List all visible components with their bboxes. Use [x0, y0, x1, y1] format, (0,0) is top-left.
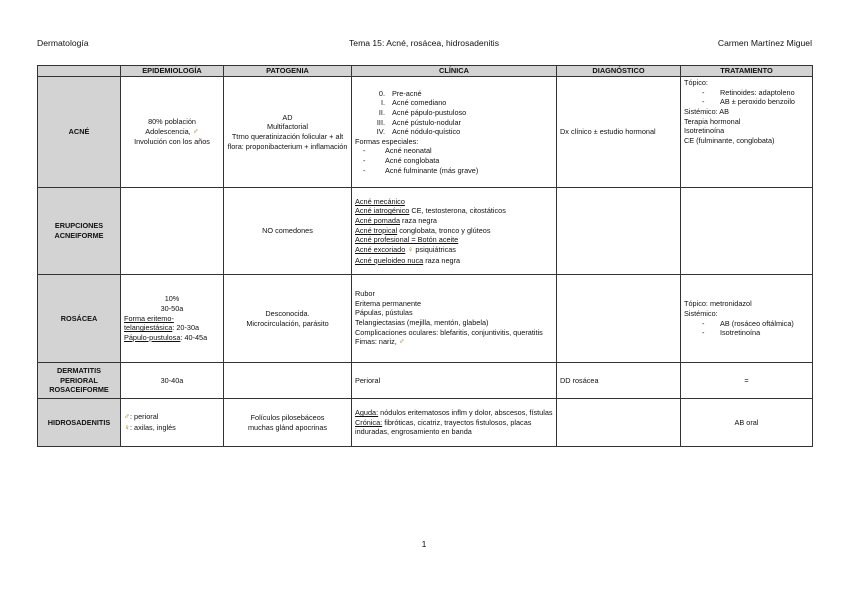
row-label-rosacea: ROSÁCEA	[38, 275, 121, 363]
row-label-erupciones: ERUPCIONES ACNEIFORME	[38, 188, 121, 275]
epi-line: Adolescencia, ♂	[145, 126, 199, 136]
tx-line: CE (fulminante, conglobata)	[684, 135, 775, 145]
pat-line: Desconocida.	[265, 308, 310, 318]
hidro-patogenia	[224, 399, 352, 447]
header-center: Tema 15: Acné, rosácea, hidrosadenitis	[349, 38, 499, 48]
tx-topico: Tópico:	[684, 78, 708, 87]
row-label-hidrosadenitis: HIDROSADENITIS	[38, 399, 121, 447]
col-header-patogenia: PATOGENIA	[224, 66, 352, 77]
male-icon: ♂	[192, 126, 199, 136]
pat-line: Microcirculación, parásito	[246, 318, 329, 328]
table-header-row	[38, 66, 813, 77]
row-label-dermatitis: DERMATITIS PERIORAL ROSACEIFORME	[38, 363, 121, 399]
list-item: Eritema permanente	[355, 298, 422, 308]
header-right: Carmen Martínez Miguel	[717, 38, 812, 48]
epi-line: 80% población	[148, 117, 196, 127]
list-item: Acné queloideo nuca raza negra	[355, 255, 461, 265]
hidro-clinica	[352, 399, 557, 447]
page-number: 1	[421, 539, 427, 549]
male-icon: ♂	[398, 337, 405, 347]
list-item: Acné iatrogénico CE, testosterona, citostáticos	[355, 206, 506, 216]
rosacea-epidemiologia	[121, 275, 224, 363]
erupciones-clinica	[352, 188, 557, 275]
list-item: - Acné neonatal	[363, 146, 432, 156]
female-icon: ♀	[407, 244, 414, 254]
header-left: Dermatología	[37, 38, 89, 48]
list-item: - AB ± peroxido benzoilo	[702, 97, 795, 107]
acne-epidemiologia	[121, 77, 224, 188]
tx-line: Isotretinoína	[684, 126, 725, 136]
list-item: - Acné conglobata	[363, 156, 440, 166]
dermatitis-epidemiologia: 30-40a	[121, 363, 224, 399]
list-item: Acné excoriado ♀ psiquiátricas	[355, 244, 456, 254]
hidro-diagnostico	[557, 399, 681, 447]
summary-table	[37, 65, 813, 447]
list-item: Acné pomada raza negra	[355, 216, 437, 226]
tx-topico: Tópico: metronidazol	[684, 299, 752, 309]
rosacea-clinica	[352, 275, 557, 363]
list-item: Acné profesional = Botón aceite	[355, 235, 459, 245]
rosacea-diagnostico	[557, 275, 681, 363]
formas-list	[355, 146, 553, 175]
hidro-aguda: Aguda: nódulos eritematosos inflm y dolor, abscesos, fístulas	[355, 408, 553, 418]
female-icon: ♀	[124, 422, 130, 432]
male-icon: ♂	[124, 411, 130, 421]
tx-sistemico: Sistémico:	[684, 308, 718, 318]
pat-line: muchas glánd apocrinas	[247, 422, 328, 432]
list-item: 0. Pre-acné	[378, 88, 422, 98]
acne-tratamiento	[681, 77, 813, 188]
row-label-acne: ACNÉ	[38, 77, 121, 188]
erupciones-diagnostico	[557, 188, 681, 275]
list-item: I. Acné comediano	[380, 98, 447, 108]
pat-line: Multifactorial	[267, 122, 308, 132]
list-item: - AB (rosáceo oftálmica)	[702, 318, 794, 328]
table-row	[38, 188, 813, 275]
tx-sistemico-list	[684, 319, 809, 338]
epi-forma-1: Forma eritemo-telangiestásica: 20-30a	[124, 313, 200, 333]
epi-line: 10%	[164, 294, 180, 304]
tx-line: Terapia hormonal	[684, 116, 741, 126]
epi-line: ♀: axilas, inglés	[124, 422, 176, 432]
hidro-tratamiento: AB oral	[681, 399, 813, 447]
col-header-diagnostico: DIAGNÓSTICO	[557, 66, 681, 77]
erupciones-epidemiologia	[121, 188, 224, 275]
col-header-clinica: CLÍNICA	[352, 66, 557, 77]
hidro-cronica: Crónica: fibróticas, cicatriz, trayectos fistulosos, placas induradas, engrosamiento en banda	[355, 417, 532, 437]
erupciones-patogenia: NO comedones	[224, 188, 352, 275]
col-header-tratamiento: TRATAMIENTO	[681, 66, 813, 77]
erupciones-tratamiento	[681, 188, 813, 275]
dermatitis-tratamiento: =	[681, 363, 813, 399]
epi-line: Involución con los años	[134, 137, 210, 147]
col-header-blank	[38, 66, 121, 77]
rosacea-tratamiento	[681, 275, 813, 363]
epi-forma-2: Pápulo-pustulosa: 40-45a	[124, 332, 208, 342]
table-row	[38, 275, 813, 363]
list-item: - Retinoides: adaptoleno	[702, 87, 795, 97]
list-item: - Acné fulminante (más grave)	[363, 165, 479, 175]
list-item: - Isotretinoína	[702, 328, 761, 338]
dermatitis-clinica: Perioral	[352, 363, 557, 399]
formas-label: Formas especiales:	[355, 136, 419, 146]
pat-line: Ttrno queratinización folicular + alt flora: proponibacterium + inflamación	[227, 132, 348, 151]
list-item: IV. Acné nódulo-quístico	[376, 127, 461, 137]
pat-line: Folículos pilosebáceos	[250, 412, 325, 422]
acne-diagnostico: Dx clínico ± estudio hormonal	[557, 77, 681, 188]
col-header-epidemiologia: EPIDEMIOLOGÍA	[121, 66, 224, 77]
acne-clinica	[352, 77, 557, 188]
list-item: Telangiectasias (mejilla, mentón, glabela)	[355, 318, 489, 328]
list-item: Complicaciones oculares: blefaritis, conjuntivitis, queratitis	[355, 327, 543, 337]
list-item: III. Acné pústulo-nodular	[376, 117, 461, 127]
acne-grades-list	[355, 89, 553, 137]
tx-topico-list	[684, 88, 809, 107]
list-item: Acné mecánico	[355, 196, 405, 206]
table-row	[38, 363, 813, 399]
list-item: II. Acné pápulo-pustuloso	[378, 107, 467, 117]
pat-line: AD	[282, 112, 293, 122]
hidro-epidemiologia	[121, 399, 224, 447]
list-item: Fimas: nariz, ♂	[355, 337, 405, 347]
list-item: Acné tropical conglobata, tronco y glúteos	[355, 225, 491, 235]
dermatitis-patogenia	[224, 363, 352, 399]
dermatitis-diagnostico: DD rosácea	[557, 363, 681, 399]
acne-patogenia	[224, 77, 352, 188]
tx-sistemico: Sistémico: AB	[684, 106, 730, 116]
list-item: Rubor	[355, 289, 375, 299]
list-item: Pápulas, pústulas	[355, 308, 413, 318]
epi-line: 30-50a	[160, 304, 184, 314]
rosacea-patogenia	[224, 275, 352, 363]
epi-line: ♂: perioral	[124, 411, 159, 421]
table-row	[38, 399, 813, 447]
table-row	[38, 77, 813, 188]
